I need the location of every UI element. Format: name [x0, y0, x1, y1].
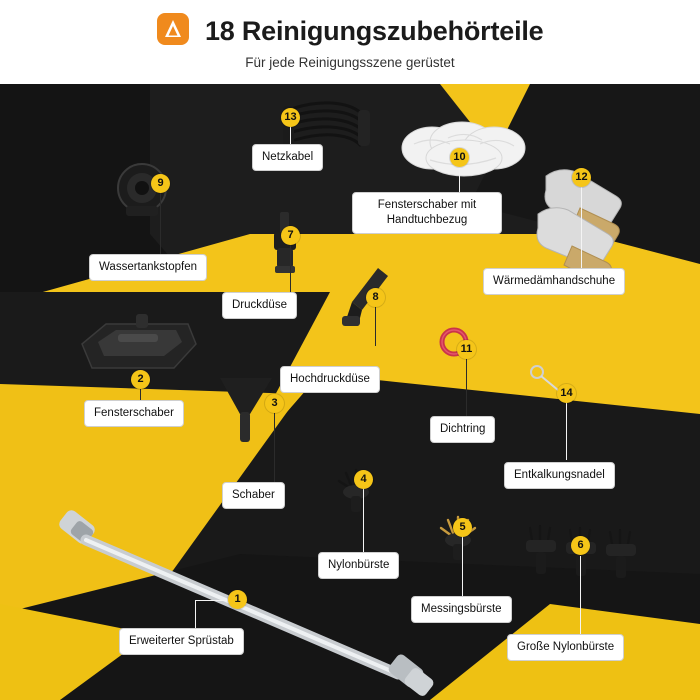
label-schaber[interactable]: Schaber: [222, 482, 285, 509]
label-netzkabel[interactable]: Netzkabel: [252, 144, 323, 171]
badge-1[interactable]: 1: [228, 590, 247, 609]
product-photo: [0, 84, 700, 700]
leader-line-1b: [195, 600, 196, 630]
leader-line-11: [466, 356, 467, 416]
label-dichtring[interactable]: Dichtring: [430, 416, 495, 443]
page-subtitle: Für jede Reinigungsszene gerüstet: [245, 55, 455, 70]
label-messingsbuerste[interactable]: Messingsbürste: [411, 596, 512, 623]
leader-line-14: [566, 398, 567, 460]
label-nylonbuerste[interactable]: Nylonbürste: [318, 552, 399, 579]
title-row: [0, 14, 700, 48]
leader-line-4: [363, 488, 364, 552]
label-fensterschaber-handtuchbezug[interactable]: Fensterschaber mit Handtuchbezug: [352, 192, 502, 234]
badge-10[interactable]: 10: [450, 148, 469, 167]
label-fensterschaber[interactable]: Fensterschaber: [84, 400, 184, 427]
badge-11[interactable]: 11: [457, 340, 476, 359]
label-waermedaemhandschuhe[interactable]: Wärmedämhandschuhe: [483, 268, 625, 295]
product-large-nylon-brushes: [524, 524, 644, 586]
product-pressure-nozzle: [266, 212, 306, 279]
header: [0, 0, 700, 84]
badge-4[interactable]: 4: [354, 470, 373, 489]
leader-line-7: [290, 244, 291, 292]
leader-line-5: [462, 536, 463, 596]
leader-line-3: [274, 410, 275, 482]
product-extension-wand: [46, 502, 466, 700]
badge-7[interactable]: 7: [281, 226, 300, 245]
mountain-logo-icon: [156, 12, 190, 46]
badge-14[interactable]: 14: [557, 384, 576, 403]
label-entkalkungsnadel[interactable]: Entkalkungsnadel: [504, 462, 615, 489]
badge-5[interactable]: 5: [453, 518, 472, 537]
label-wassertankstopfen[interactable]: Wassertankstopfen: [89, 254, 207, 281]
badge-3[interactable]: 3: [265, 394, 284, 413]
leader-line-9: [160, 192, 161, 254]
page-title: 18 Reinigungszubehörteile: [204, 15, 544, 46]
badge-9[interactable]: 9: [151, 174, 170, 193]
label-erweiterter-spruestab[interactable]: Erweiterter Sprüstab: [119, 628, 244, 655]
label-grosse-nylonbuerste[interactable]: Große Nylonbürste: [507, 634, 624, 661]
leader-line-8: [375, 304, 376, 346]
badge-12[interactable]: 12: [572, 168, 591, 187]
leader-line-12: [581, 186, 582, 268]
badge-6[interactable]: 6: [571, 536, 590, 555]
leader-line-6: [580, 556, 581, 634]
badge-2[interactable]: 2: [131, 370, 150, 389]
label-hochdruckduese[interactable]: Hochdruckdüse: [280, 366, 380, 393]
badge-8[interactable]: 8: [366, 288, 385, 307]
badge-13[interactable]: 13: [281, 108, 300, 127]
label-druckduese[interactable]: Druckdüse: [222, 292, 297, 319]
